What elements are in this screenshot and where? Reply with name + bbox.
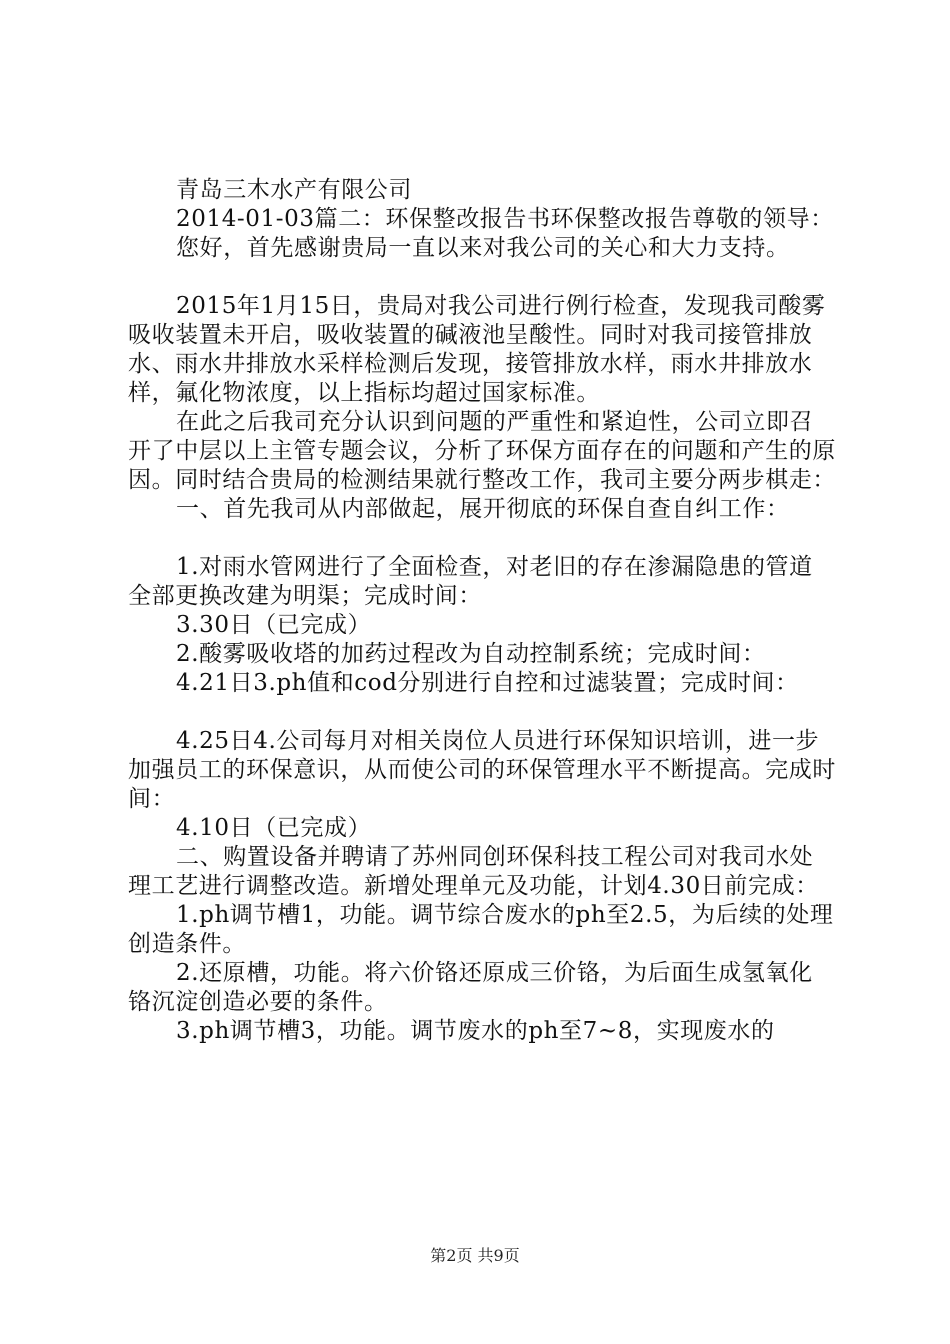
document-body bbox=[128, 176, 836, 1046]
response-paragraph: 在此之后我司充分认识到问题的严重性和紧迫性，公司立即召开了中层以上主管专题会议，分析了环保方面存在的问题和产生的原因。同时结合贵局的检测结果就行整改工作，我司主要分两步棋走： bbox=[128, 409, 836, 493]
section-one-heading: 一、首先我司从内部做起，展开彻底的环保自查自纠工作： bbox=[176, 496, 790, 522]
item-training: 4.25日4.公司每月对相关岗位人员进行环保知识培训，进一步加强员工的环保意识，从而使公司的环保管理水平不断提高。完成时间： bbox=[128, 728, 836, 812]
date-title-paragraph: 2014-01-03篇二：环保整改报告书环保整改报告尊敬的领导： bbox=[176, 206, 834, 232]
section-two-heading: 二、购置设备并聘请了苏州同创环保科技工程公司对我司水处理工艺进行调整改造。新增处理单元及功能，计划4.30日前完成： bbox=[128, 844, 819, 899]
unit-reduction-tank: 2.还原槽，功能。将六价铬还原成三价铬，为后面生成氢氧化铬沉淀创造必要的条件。 bbox=[128, 960, 813, 1015]
item-rainwater-pipes: 1.对雨水管网进行了全面检查，对老旧的存在渗漏隐患的管道全部更换改建为明渠；完成时间： bbox=[128, 554, 813, 609]
item-acid-mist-tower: 2.酸雾吸收塔的加药过程改为自动控制系统；完成时间： bbox=[176, 641, 766, 667]
page-footer: 第2页 共9页 bbox=[430, 1246, 520, 1265]
item-training-completion: 4.10日（已完成） bbox=[176, 815, 372, 841]
greeting-paragraph: 您好，首先感谢贵局一直以来对我公司的关心和大力支持。 bbox=[176, 235, 790, 261]
inspection-paragraph: 2015年1月15日，贵局对我公司进行例行检查，发现我司酸雾吸收装置未开启，吸收装置的碱液池呈酸性。同时对我司接管排放水、雨水井排放水采样检测后发现，接管排放水样，雨水井排放水样，氟化物浓度，以上指标均超过国家标准。 bbox=[128, 293, 826, 406]
company-name-line: 青岛三木水产有限公司 bbox=[176, 177, 412, 203]
item-ph-cod-control: 4.21日3.ph值和cod分别进行自控和过滤装置；完成时间： bbox=[176, 670, 799, 696]
unit-ph-tank-1: 1.ph调节槽1，功能。调节综合废水的ph至2.5，为后续的处理创造条件。 bbox=[128, 902, 834, 957]
unit-ph-tank-3: 3.ph调节槽3，功能。调节废水的ph至7~8，实现废水的 bbox=[176, 1018, 775, 1044]
item-completion-date: 3.30日（已完成） bbox=[176, 612, 372, 638]
